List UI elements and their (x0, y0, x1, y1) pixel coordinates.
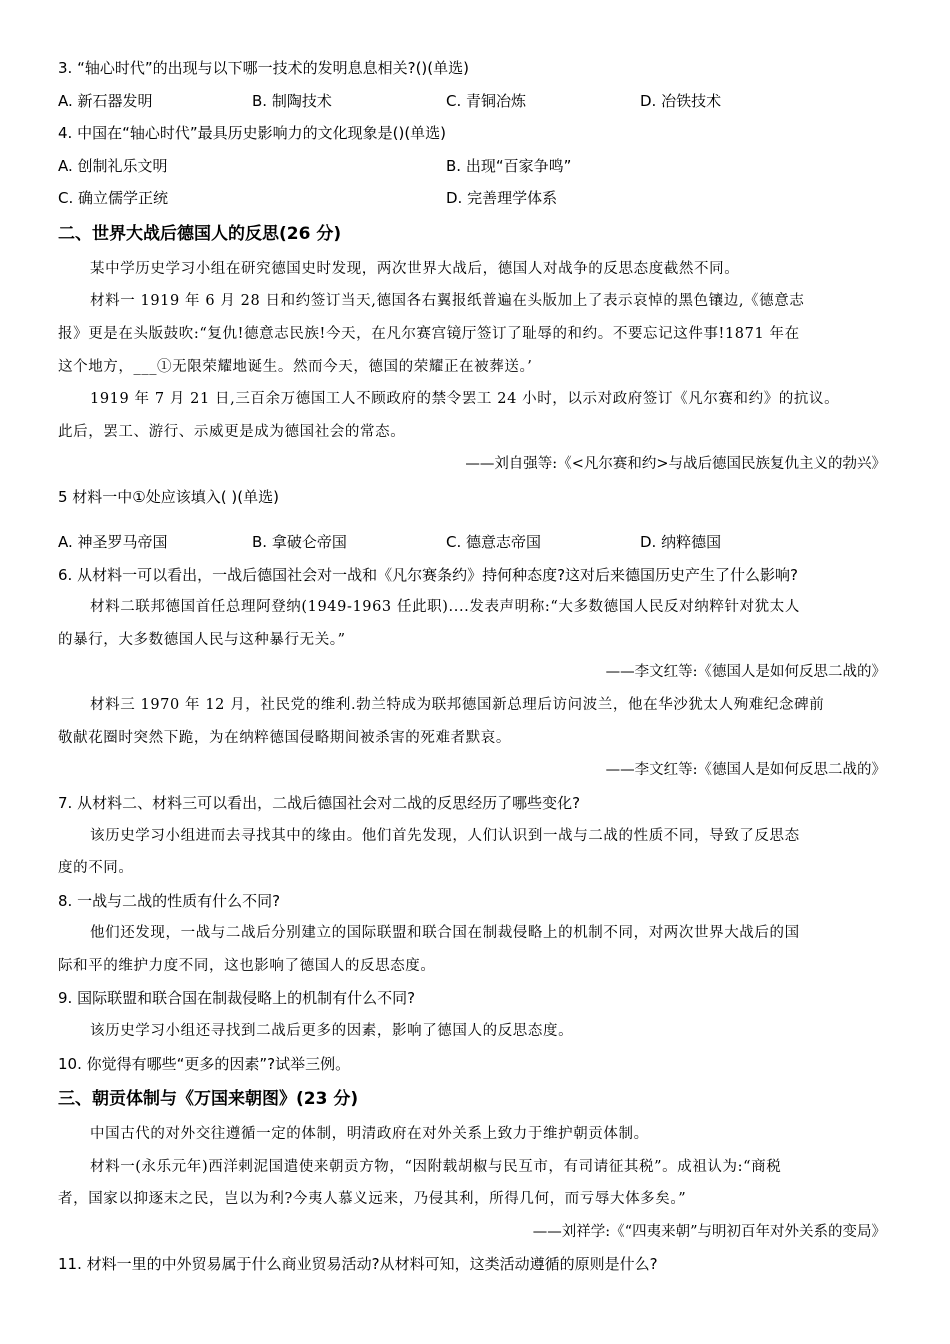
material1-line1: 材料一 1919 年 6 月 28 日和约签订当天,德国各右翼报纸普遍在头版加上了表示哀悼的黑色镶边,《德意志 (90, 293, 805, 309)
section3-intro: 中国古代的对外交往遵循一定的体制，明清政府在对外关系上致力于维护朝贡体制。 (90, 1126, 649, 1142)
q11-stem: 11. 材料一里的中外贸易属于什么商业贸易活动?从材料可知，这类活动遵循的原则是什么? (58, 1255, 658, 1273)
material3-line1: 材料三 1970 年 12 月，社民党的维利.勃兰特成为联邦德国新总理后访问波兰，他在华沙犹太人殉难纪念碑前 (90, 697, 825, 713)
material1-source: ——刘自强等:《<凡尔赛和约>与战后德国民族复仇主义的勃兴》 (465, 456, 886, 472)
q7-stem: 7. 从材料二、材料三可以看出，二战后德国社会对二战的反思经历了哪些变化? (58, 794, 581, 812)
q3-option-c: C. 青铜冶炼 (446, 92, 527, 110)
q5-option-b: B. 拿破仑帝国 (252, 533, 347, 551)
material1-line5: 此后，罢工、游行、示威更是成为德国社会的常态。 (58, 424, 406, 440)
material1-line4: 1919 年 7 月 21 日,三百余万德国工人不顾政府的禁令罢工 24 小时，以示对政府签订《凡尔赛和约》的抗议。 (90, 391, 840, 407)
material1-line3: 这个地方，___①无限荣耀地诞生。然而今天，德国的荣耀正在被葬送。’ (58, 359, 533, 375)
section3-material1-line1: 材料一(永乐元年)西洋剌泥国遣使来朝贡方物，“因附载胡椒与民互市，有司请征其税”。成祖认为:“商税 (90, 1159, 782, 1175)
q4-option-b: B. 出现“百家争鸣” (446, 157, 572, 175)
material2-source: ——李文红等:《德国人是如何反思二战的》 (605, 664, 886, 680)
q5-option-d: D. 纳粹德国 (640, 533, 722, 551)
q8-stem: 8. 一战与二战的性质有什么不同? (58, 892, 281, 910)
q4-option-a: A. 创制礼乐文明 (58, 157, 168, 175)
q3-option-b: B. 制陶技术 (252, 92, 332, 110)
section3-material1-source: ——刘祥学:《“四夷来朝”与明初百年对外关系的变局》 (532, 1224, 886, 1240)
material2-line1: 材料二联邦德国首任总理阿登纳(1949-1963 任此职)....发表声明称:“大多数德国人民反对纳粹针对犹太人 (90, 599, 800, 615)
section3-material1-line2: 者，国家以抑逐末之民，岂以为利?今夷人慕义远来，乃侵其利，所得几何，而亏辱大体多矣。” (58, 1191, 687, 1207)
q5-stem: 5 材料一中①处应该填入( )(单选) (58, 488, 279, 506)
q7-followup-line1: 该历史学习小组进而去寻找其中的缘由。他们首先发现，人们认识到一战与二战的性质不同，导致了反思态 (90, 828, 800, 844)
section2-intro: 某中学历史学习小组在研究德国史时发现，两次世界大战后，德国人对战争的反思态度截然不同。 (90, 261, 740, 277)
q9-followup: 该历史学习小组还寻找到二战后更多的因素，影响了德国人的反思态度。 (90, 1023, 574, 1039)
q10-stem: 10. 你觉得有哪些“更多的因素”?试举三例。 (58, 1055, 351, 1073)
q4-stem: 4. 中国在“轴心时代”最具历史影响力的文化现象是()(单选) (58, 124, 447, 142)
q5-option-c: C. 德意志帝国 (446, 533, 542, 551)
q4-option-c: C. 确立儒学正统 (58, 189, 169, 207)
q9-stem: 9. 国际联盟和联合国在制裁侵略上的机制有什么不同? (58, 989, 416, 1007)
q5-option-a: A. 神圣罗马帝国 (58, 533, 168, 551)
material1-line2: 报》更是在头版鼓吹:“复仇!德意志民族!今天，在凡尔赛宫镜厅签订了耻辱的和约。不要忘记这件事!1871 年在 (58, 326, 800, 342)
q3-option-d: D. 冶铁技术 (640, 92, 722, 110)
material3-source: ——李文红等:《德国人是如何反思二战的》 (605, 762, 886, 778)
q8-followup-line2: 际和平的维护力度不同，这也影响了德国人的反思态度。 (58, 958, 436, 974)
q8-followup-line1: 他们还发现，一战与二战后分别建立的国际联盟和联合国在制裁侵略上的机制不同，对两次世界大战后的国 (90, 925, 800, 941)
material2-line2: 的暴行，大多数德国人民与这种暴行无关。” (58, 632, 346, 648)
material3-line2: 敬献花圈时突然下跪，为在纳粹德国侵略期间被杀害的死难者默哀。 (58, 730, 511, 746)
section2-heading: 二、世界大战后德国人的反思(26 分) (58, 224, 342, 244)
q3-stem: 3. “轴心时代”的出现与以下哪一技术的发明息息相关?()(单选) (58, 59, 469, 77)
section3-heading: 三、朝贡体制与《万国来朝图》(23 分) (58, 1089, 359, 1109)
q7-followup-line2: 度的不同。 (58, 860, 134, 876)
q3-option-a: A. 新石器发明 (58, 92, 153, 110)
q6-stem: 6. 从材料一可以看出，一战后德国社会对一战和《凡尔赛条约》持何种态度?这对后来德国历史产生了什么影响? (58, 566, 799, 584)
q4-option-d: D. 完善理学体系 (446, 189, 558, 207)
